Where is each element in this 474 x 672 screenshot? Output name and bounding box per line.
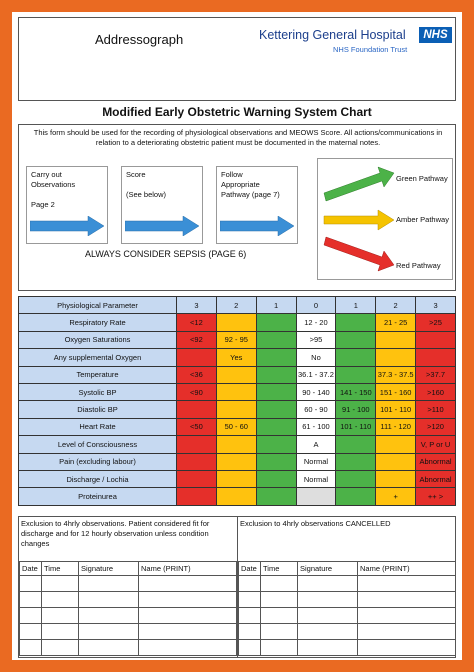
signoff-column-header: Signature: [79, 562, 139, 576]
score-cell: [177, 488, 217, 505]
score-cell: [256, 331, 296, 348]
signoff-field[interactable]: [42, 592, 79, 608]
signoff-field[interactable]: [139, 592, 237, 608]
score-cell: Abnormal: [416, 470, 456, 487]
signoff-field[interactable]: [261, 608, 298, 624]
signoff-field[interactable]: [298, 576, 358, 592]
signoff-field[interactable]: [298, 624, 358, 640]
score-cell: [256, 349, 296, 366]
score-cell: <50: [177, 418, 217, 435]
score-cell: [216, 401, 256, 418]
score-cell: [336, 470, 376, 487]
score-cell: [216, 436, 256, 453]
parameter-name: Pain (excluding labour): [19, 453, 177, 470]
table-row: [19, 383, 456, 400]
score-cell: 37.3 - 37.5: [376, 366, 416, 383]
score-cell: [416, 349, 456, 366]
score-cell: [177, 453, 217, 470]
score-cell: [336, 453, 376, 470]
step-observations: [26, 166, 108, 244]
trust-name: NHS Foundation Trust: [333, 45, 408, 54]
score-cell: >95: [296, 331, 336, 348]
score-cell: [336, 366, 376, 383]
score-cell: 90 - 140: [296, 383, 336, 400]
score-cell: 111 - 120: [376, 418, 416, 435]
signoff-field[interactable]: [139, 640, 237, 656]
parameter-name: Proteinurea: [19, 488, 177, 505]
signoff-header-row: [20, 562, 237, 576]
score-cell: [177, 470, 217, 487]
parameter-name: Oxygen Saturations: [19, 331, 177, 348]
signoff-field[interactable]: [42, 608, 79, 624]
parameter-header: Physiological Parameter: [19, 297, 177, 314]
signoff-column-header: Time: [261, 562, 298, 576]
parameter-name: Discharge / Lochia: [19, 470, 177, 487]
score-cell: [376, 331, 416, 348]
score-cell: <90: [177, 383, 217, 400]
signoff-field[interactable]: [79, 592, 139, 608]
signoff-field[interactable]: [261, 624, 298, 640]
score-cell: [216, 383, 256, 400]
table-row: [19, 418, 456, 435]
signoff-row: [20, 608, 237, 624]
signoff-field[interactable]: [79, 608, 139, 624]
step-label: Follow Appropriate Pathway (page 7): [221, 170, 280, 200]
signoff-field[interactable]: [20, 640, 42, 656]
green-pathway-label: Green Pathway: [396, 174, 448, 183]
score-cell: 141 - 150: [336, 383, 376, 400]
score-cell: >160: [416, 383, 456, 400]
right-arrow-icon: [125, 216, 199, 236]
score-cell: 36.1 - 37.2: [296, 366, 336, 383]
signoff-column-header: Signature: [298, 562, 358, 576]
signoff-field[interactable]: [298, 640, 358, 656]
table-row: [19, 488, 456, 505]
signoff-field[interactable]: [239, 576, 261, 592]
parameter-name: Level of Consciousness: [19, 436, 177, 453]
score-cell: Yes: [216, 349, 256, 366]
score-cell: A: [296, 436, 336, 453]
signoff-field[interactable]: [261, 640, 298, 656]
table-header-row: [19, 297, 456, 314]
meows-chart-page: [12, 12, 462, 660]
table-row: [19, 470, 456, 487]
score-cell: >120: [416, 418, 456, 435]
amber-pathway-arrow-icon: [324, 210, 394, 230]
instructions-box: [18, 124, 456, 291]
hospital-name: Kettering General Hospital: [259, 28, 406, 42]
signoff-row: [20, 592, 237, 608]
score-cell: [256, 436, 296, 453]
signoff-field[interactable]: [239, 608, 261, 624]
score-cell: 21 - 25: [376, 314, 416, 331]
score-cell: >110: [416, 401, 456, 418]
score-cell: Normal: [296, 453, 336, 470]
score-header: 1: [256, 297, 296, 314]
parameter-name: Respiratory Rate: [19, 314, 177, 331]
signoff-row: [239, 576, 456, 592]
table-row: [19, 401, 456, 418]
step-score: [121, 166, 203, 244]
score-cell: [336, 349, 376, 366]
score-cell: [256, 488, 296, 505]
signoff-field[interactable]: [139, 608, 237, 624]
score-cell: 50 - 60: [216, 418, 256, 435]
score-cell: V, P or U: [416, 436, 456, 453]
header-box: [18, 17, 456, 101]
score-cell: 101 - 110: [336, 418, 376, 435]
score-cell: >37.7: [416, 366, 456, 383]
signoff-field[interactable]: [358, 640, 456, 656]
score-header: 1: [336, 297, 376, 314]
score-cell: >25: [416, 314, 456, 331]
signoff-header-row: [239, 562, 456, 576]
cancelled-signoff-table: [238, 561, 456, 656]
score-cell: [376, 453, 416, 470]
exclusion-section: [19, 517, 238, 657]
signoff-field[interactable]: [358, 576, 456, 592]
signoff-field[interactable]: [261, 576, 298, 592]
right-arrow-icon: [220, 216, 294, 236]
score-cell: [376, 349, 416, 366]
exclusion-text: Exclusion to 4hrly observations. Patient considered fit for discharge and for 12 hourly observation unless condition changes: [21, 519, 210, 548]
step-pathway: [216, 166, 298, 244]
score-cell: [416, 331, 456, 348]
score-cell: [296, 488, 336, 505]
step-sub: (See below): [126, 190, 167, 200]
table-row: [19, 331, 456, 348]
signoff-field[interactable]: [20, 576, 42, 592]
table-row: [19, 366, 456, 383]
signoff-column-header: Date: [20, 562, 42, 576]
score-header: 2: [376, 297, 416, 314]
score-cell: [256, 366, 296, 383]
signoff-field[interactable]: [298, 608, 358, 624]
signoff-field[interactable]: [42, 576, 79, 592]
signoff-field[interactable]: [298, 592, 358, 608]
signoff-field[interactable]: [139, 624, 237, 640]
chart-title: Modified Early Obstetric Warning System Chart: [102, 105, 372, 119]
parameter-name: Heart Rate: [19, 418, 177, 435]
score-cell: 92 - 95: [216, 331, 256, 348]
score-cell: 91 - 100: [336, 401, 376, 418]
signoff-field[interactable]: [20, 592, 42, 608]
score-header: 3: [416, 297, 456, 314]
exclusion-cancelled-section: [238, 517, 457, 657]
score-cell: 101 - 110: [376, 401, 416, 418]
signoff-field[interactable]: [239, 624, 261, 640]
signoff-field[interactable]: [42, 624, 79, 640]
signoff-field[interactable]: [358, 592, 456, 608]
exclusion-cancelled-text: Exclusion to 4hrly observations CANCELLED: [240, 519, 391, 528]
score-cell: <36: [177, 366, 217, 383]
score-cell: [376, 436, 416, 453]
signoff-column-header: Time: [42, 562, 79, 576]
score-cell: [177, 349, 217, 366]
score-cell: [336, 488, 376, 505]
score-cell: [216, 453, 256, 470]
score-cell: 61 - 100: [296, 418, 336, 435]
score-cell: Normal: [296, 470, 336, 487]
parameter-name: Any supplemental Oxygen: [19, 349, 177, 366]
score-cell: ++ >: [416, 488, 456, 505]
right-arrow-icon: [30, 216, 104, 236]
score-cell: [216, 366, 256, 383]
parameter-name: Systolic BP: [19, 383, 177, 400]
signoff-field[interactable]: [261, 592, 298, 608]
signoff-field[interactable]: [79, 640, 139, 656]
signoff-row: [239, 640, 456, 656]
score-cell: 12 - 20: [296, 314, 336, 331]
score-cell: [336, 331, 376, 348]
score-cell: [256, 418, 296, 435]
signoff-row: [239, 592, 456, 608]
signoff-column-header: Name (PRINT): [139, 562, 237, 576]
parameter-name: Temperature: [19, 366, 177, 383]
score-header: 0: [296, 297, 336, 314]
signoff-row: [20, 576, 237, 592]
signoff-field[interactable]: [42, 640, 79, 656]
signoff-row: [20, 640, 237, 656]
signoff-row: [239, 608, 456, 624]
score-cell: [256, 470, 296, 487]
step-label: Score: [126, 170, 146, 179]
signoff-row: [20, 624, 237, 640]
signoff-field[interactable]: [20, 608, 42, 624]
signoff-field[interactable]: [20, 624, 42, 640]
exclusion-box: [18, 516, 456, 658]
table-row: [19, 349, 456, 366]
score-cell: [256, 314, 296, 331]
addressograph-label: Addressograph: [95, 32, 184, 47]
score-cell: [256, 383, 296, 400]
score-cell: [336, 314, 376, 331]
score-header: 3: [177, 297, 217, 314]
pathways-box: [317, 158, 453, 280]
table-row: [19, 314, 456, 331]
score-cell: +: [376, 488, 416, 505]
table-row: [19, 453, 456, 470]
score-cell: [216, 314, 256, 331]
signoff-field[interactable]: [239, 640, 261, 656]
score-cell: [216, 488, 256, 505]
score-cell: [336, 436, 376, 453]
sepsis-reminder: ALWAYS CONSIDER SEPSIS (PAGE 6): [85, 249, 247, 259]
meows-score-table: [18, 296, 456, 506]
signoff-row: [239, 624, 456, 640]
signoff-column-header: Name (PRINT): [358, 562, 456, 576]
signoff-field[interactable]: [79, 576, 139, 592]
score-cell: [376, 470, 416, 487]
score-cell: [256, 453, 296, 470]
score-cell: <92: [177, 331, 217, 348]
step-label: Carry out Observations: [31, 170, 76, 190]
score-cell: [256, 401, 296, 418]
score-header: 2: [216, 297, 256, 314]
score-cell: <12: [177, 314, 217, 331]
score-cell: [177, 401, 217, 418]
parameter-name: Diastolic BP: [19, 401, 177, 418]
score-cell: 151 - 160: [376, 383, 416, 400]
signoff-column-header: Date: [239, 562, 261, 576]
green-pathway-arrow-icon: [324, 167, 394, 201]
score-cell: [216, 470, 256, 487]
score-cell: No: [296, 349, 336, 366]
score-cell: [177, 436, 217, 453]
signoff-field[interactable]: [139, 576, 237, 592]
score-cell: Abnormal: [416, 453, 456, 470]
nhs-logo: NHS: [419, 27, 452, 43]
signoff-field[interactable]: [358, 624, 456, 640]
signoff-field[interactable]: [358, 608, 456, 624]
step-sub: Page 2: [31, 200, 55, 210]
score-cell: 60 - 90: [296, 401, 336, 418]
signoff-field[interactable]: [239, 592, 261, 608]
signoff-field[interactable]: [79, 624, 139, 640]
red-pathway-label: Red Pathway: [396, 261, 441, 270]
exclusion-signoff-table: [19, 561, 237, 656]
amber-pathway-label: Amber Pathway: [396, 215, 449, 224]
red-pathway-arrow-icon: [324, 237, 394, 271]
instructions-note: This form should be used for the recording of physiological observations and MEOWS Score. All actions/communications in relation to a deteriorating obstetric patient must be documented in the maternal notes.: [33, 128, 443, 147]
table-row: [19, 436, 456, 453]
